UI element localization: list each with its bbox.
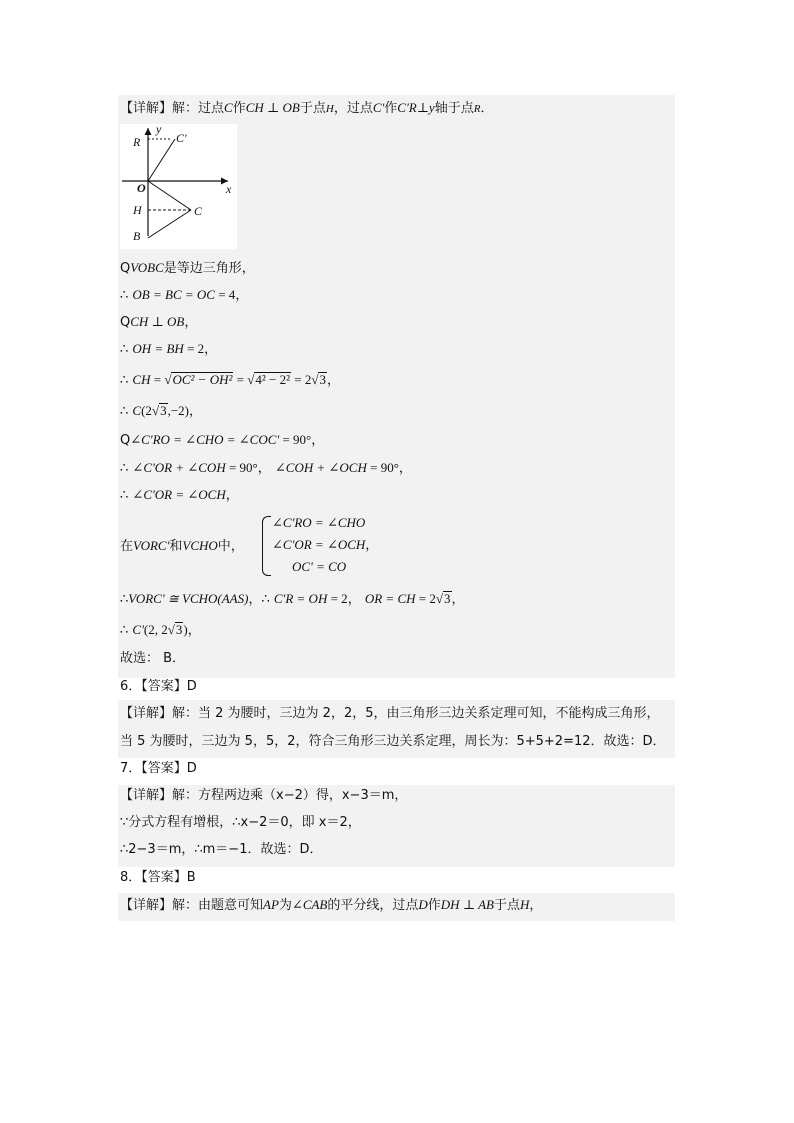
sqrt-sign: √ xyxy=(435,591,443,606)
text: ， xyxy=(311,433,325,448)
math: = 2 xyxy=(415,591,436,606)
text: 于点 xyxy=(299,101,326,116)
math: ∠COH + ∠OCH xyxy=(274,460,367,475)
q5-system-row-2 xyxy=(272,536,378,555)
sqrt-sign: √ xyxy=(247,372,255,387)
segment-oc xyxy=(148,181,191,210)
sqrt-sign: √ xyxy=(167,622,175,637)
math: 3 xyxy=(160,403,167,418)
text: ， xyxy=(187,623,201,638)
math: CH ⊥ OB xyxy=(130,314,185,329)
text: 和 xyxy=(169,539,183,554)
text: ， xyxy=(225,488,239,503)
segment-oc-prime xyxy=(148,139,175,181)
text: ． xyxy=(480,101,494,116)
q5-system-row-3 xyxy=(292,558,346,577)
q5-line-2 xyxy=(120,259,255,278)
text: ，过点 xyxy=(333,101,373,116)
math: ∠CAB xyxy=(291,897,328,912)
q5-line-11 xyxy=(120,590,465,609)
text: ， xyxy=(189,404,203,419)
math: = 2 xyxy=(327,591,348,606)
text: ， xyxy=(326,373,340,388)
q5-conclusion: 故选： B． xyxy=(120,651,186,666)
text: ， xyxy=(257,461,271,476)
math: C xyxy=(132,403,142,418)
text: 轴于点 xyxy=(434,101,474,116)
label-x: x xyxy=(226,182,232,196)
math: (2, 2 xyxy=(143,622,168,637)
text: 中， xyxy=(217,539,244,554)
q5-line-1 xyxy=(120,99,493,118)
text: 作 xyxy=(427,898,441,913)
text: ， xyxy=(365,538,379,553)
text: 的平分线，过点 xyxy=(327,898,419,913)
q6-answer: 6．【答案】D xyxy=(120,679,197,694)
math: C' xyxy=(132,622,144,637)
math: = 4 xyxy=(214,287,236,302)
math: ∠C'OR = ∠OCH xyxy=(272,537,366,552)
label-r: R xyxy=(133,135,141,149)
sqrt-sign: √ xyxy=(151,403,160,418)
segment-bc xyxy=(148,210,191,238)
text: 是等边三角形， xyxy=(163,261,255,276)
math: OC' = CO xyxy=(292,559,347,574)
text: ， xyxy=(398,461,412,476)
label-c: C xyxy=(194,204,203,218)
math: 3 xyxy=(444,591,451,606)
text: ∴ xyxy=(261,592,270,607)
math: ∠C'RO = ∠CHO xyxy=(272,515,366,530)
math: VOBC xyxy=(130,260,164,275)
figure-svg xyxy=(120,124,237,249)
math: R xyxy=(473,103,481,115)
math: C xyxy=(224,100,233,115)
math: VCHO xyxy=(182,538,218,553)
math: OC² − OH² xyxy=(172,372,233,387)
math: ∠C'OR + ∠COH xyxy=(132,460,226,475)
q5-line-12 xyxy=(120,621,201,640)
q5-line-8 xyxy=(120,431,324,450)
math: = 90° xyxy=(279,432,312,447)
text: 【详解】解：由题意可知 xyxy=(120,898,264,913)
math: = 2 xyxy=(291,372,312,387)
system-brace xyxy=(262,516,271,576)
sqrt-sign: √ xyxy=(311,372,319,387)
text: ， xyxy=(451,592,465,607)
text: ∴ xyxy=(120,288,129,303)
math: CH ⊥ OB xyxy=(245,100,300,115)
text: ， xyxy=(204,342,218,357)
math: = xyxy=(150,372,165,387)
math: C'R⊥y xyxy=(397,100,435,115)
q6-detail-2: 当 5 为腰时，三边为 5，5，2，符合三角形三边关系定理，周长为：5+5+2=12．故选：D． xyxy=(120,734,666,749)
label-h: H xyxy=(133,203,142,217)
text: ∴ xyxy=(120,461,129,476)
math: = xyxy=(233,372,248,387)
text: Q xyxy=(120,261,131,276)
math: (AAS) xyxy=(217,591,249,606)
text: ， xyxy=(529,898,543,913)
text: ， xyxy=(235,288,249,303)
label-o: O xyxy=(137,181,146,195)
q5-line-4 xyxy=(120,313,197,332)
math: VORC' ≅ VCHO xyxy=(128,591,218,606)
text: 作 xyxy=(384,101,398,116)
text: Q xyxy=(120,433,131,448)
math: 3 xyxy=(319,372,326,387)
q7-detail-2: ∵分式方程有增根，∴x−2＝0，即 x＝2， xyxy=(120,815,361,830)
text: ∴ xyxy=(120,373,129,388)
math: C'R = OH xyxy=(273,591,328,606)
math: C' xyxy=(372,100,385,115)
q5-line-5 xyxy=(120,340,217,359)
q5-line-6 xyxy=(120,371,340,390)
math: = 90° xyxy=(225,460,258,475)
text: 为 xyxy=(278,898,292,913)
text: ∴ xyxy=(120,592,129,607)
q5-system-row-1 xyxy=(272,514,365,533)
math: CH xyxy=(132,372,151,387)
label-y: y xyxy=(156,124,162,136)
text: 在 xyxy=(120,539,134,554)
text: ∴ xyxy=(120,488,129,503)
math: VORC' xyxy=(133,538,170,553)
math: OR = CH xyxy=(364,591,416,606)
math: D xyxy=(418,897,428,912)
q7-answer: 7．【答案】D xyxy=(120,761,197,776)
q5-system-intro xyxy=(120,537,244,556)
text: ， xyxy=(347,592,361,607)
text: 解：过点 xyxy=(172,101,225,116)
q8-answer: 8．【答案】B xyxy=(120,870,196,885)
label-c-prime: C' xyxy=(176,131,187,145)
label-b: B xyxy=(133,229,141,243)
math: ) xyxy=(183,622,188,637)
math: 3 xyxy=(175,622,183,637)
q8-detail-1 xyxy=(120,896,542,915)
q5-line-10 xyxy=(120,486,239,505)
text: Q xyxy=(120,315,131,330)
q5-line-7 xyxy=(120,402,202,421)
math: ∠C'RO = ∠CHO = ∠COC' xyxy=(130,432,280,447)
text: 于点 xyxy=(493,898,520,913)
q5-line-9 xyxy=(120,459,412,478)
detail-tag: 【详解】 xyxy=(120,101,173,116)
text: ∴ xyxy=(120,342,129,357)
math: (2 xyxy=(141,403,152,418)
sqrt-sign: √ xyxy=(164,372,172,387)
q5-line-3 xyxy=(120,286,248,305)
coordinate-figure xyxy=(120,124,237,249)
text: ∴ xyxy=(120,623,129,638)
math: 4² − 2² xyxy=(255,372,290,387)
q7-detail-3: ∴2−3＝m，∴m＝−1．故选：D． xyxy=(120,842,323,857)
text: ∴ xyxy=(120,404,129,419)
math: = 90° xyxy=(366,460,399,475)
text: ， xyxy=(248,592,262,607)
text: ， xyxy=(184,315,198,330)
math: OB = BC = OC xyxy=(132,287,215,302)
math: AP xyxy=(263,897,279,912)
math: = 2 xyxy=(183,341,205,356)
math: DH ⊥ AB xyxy=(440,897,494,912)
math: H xyxy=(519,897,530,912)
text: 作 xyxy=(232,101,246,116)
math: ,−2) xyxy=(167,403,189,418)
math: OH = BH xyxy=(132,341,184,356)
q7-detail-1: 【详解】解：方程两边乘（x−2）得，x−3＝m， xyxy=(120,788,408,803)
math: H xyxy=(325,103,334,115)
math: ∠C'OR = ∠OCH xyxy=(132,487,226,502)
q6-detail-1: 【详解】解：当 2 为腰时，三边为 2，2，5，由三角形三边关系定理可知，不能构成三角形， xyxy=(120,706,660,721)
